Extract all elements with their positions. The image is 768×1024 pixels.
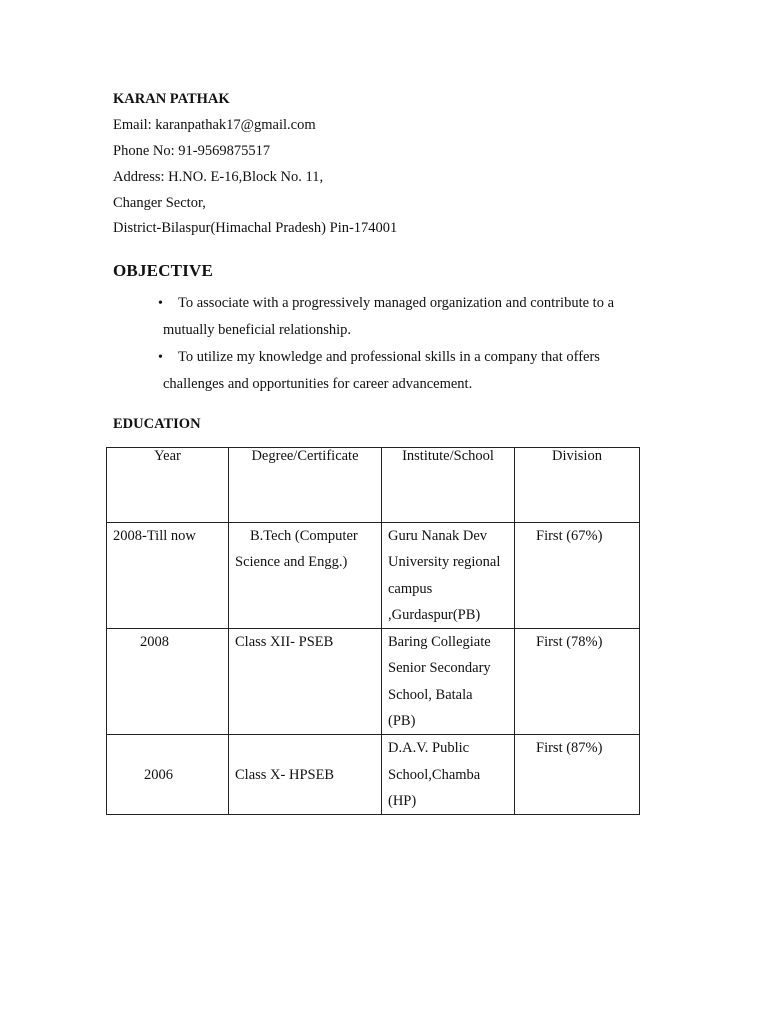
institute-cell bbox=[382, 629, 515, 735]
objective-item-line: challenges and opportunities for career advancement. bbox=[163, 376, 473, 392]
institute-line: campus bbox=[388, 580, 433, 597]
division-cell bbox=[515, 629, 640, 735]
email-line: Email: karanpathak17@gmail.com bbox=[113, 117, 316, 133]
degree-line: Class XII- PSEB bbox=[235, 634, 334, 651]
degree-cell bbox=[229, 735, 382, 815]
column-header-division: Division bbox=[515, 448, 640, 523]
division-value: First (78%) bbox=[536, 634, 603, 651]
division-cell bbox=[515, 735, 640, 815]
year-value: 2006 bbox=[144, 766, 173, 783]
objective-item-line: To associate with a progressively managed organization and contribute to a bbox=[178, 295, 614, 311]
education-heading: EDUCATION bbox=[113, 416, 201, 432]
objective-item-line: mutually beneficial relationship. bbox=[163, 322, 352, 338]
institute-line: Guru Nanak Dev bbox=[388, 528, 488, 544]
column-header-institute: Institute/School bbox=[382, 448, 515, 523]
degree-cell bbox=[229, 523, 382, 629]
objective-item bbox=[158, 344, 653, 398]
candidate-name: KARAN PATHAK bbox=[113, 91, 230, 107]
objective-item-line: To utilize my knowledge and professional skills in a company that offers bbox=[178, 349, 600, 365]
objective-heading: OBJECTIVE bbox=[113, 261, 214, 280]
year-value: 2008 bbox=[140, 634, 169, 651]
address-line-2: Changer Sector, bbox=[113, 195, 206, 211]
institute-line: ,Gurdaspur(PB) bbox=[388, 606, 481, 623]
phone-line: Phone No: 91-9569875517 bbox=[113, 143, 271, 159]
degree-line: Class X- HPSEB bbox=[235, 766, 335, 783]
year-cell bbox=[107, 629, 229, 735]
institute-line: School,Chamba bbox=[388, 766, 481, 783]
bullet-icon: • bbox=[158, 350, 163, 365]
degree-line: B.Tech (Computer bbox=[250, 528, 358, 544]
table-row bbox=[107, 629, 640, 735]
degree-line: Science and Engg.) bbox=[235, 554, 348, 571]
division-value: First (67%) bbox=[536, 528, 603, 544]
year-cell bbox=[107, 523, 229, 629]
degree-cell bbox=[229, 629, 382, 735]
address-line-3: District-Bilaspur(Himachal Pradesh) Pin-174001 bbox=[113, 220, 398, 236]
institute-line: (PB) bbox=[388, 713, 416, 730]
division-cell bbox=[515, 523, 640, 629]
institute-line: D.A.V. Public bbox=[388, 740, 470, 757]
education-table bbox=[106, 447, 640, 815]
bullet-icon: • bbox=[158, 296, 163, 311]
table-row bbox=[107, 735, 640, 815]
year-cell bbox=[107, 735, 229, 815]
table-header-row bbox=[107, 448, 640, 523]
institute-cell bbox=[382, 735, 515, 815]
institute-line: University regional bbox=[388, 554, 501, 571]
column-header-degree: Degree/Certificate bbox=[229, 448, 382, 523]
division-value: First (87%) bbox=[536, 740, 603, 757]
institute-cell bbox=[382, 523, 515, 629]
column-header-year: Year bbox=[107, 448, 229, 523]
address-line-1: Address: H.NO. E-16,Block No. 11, bbox=[113, 169, 324, 185]
year-value: 2008-Till now bbox=[113, 528, 196, 544]
institute-line: Senior Secondary bbox=[388, 660, 491, 677]
institute-line: (HP) bbox=[388, 792, 417, 809]
table-row bbox=[107, 523, 640, 629]
institute-line: Baring Collegiate bbox=[388, 634, 491, 651]
institute-line: School, Batala bbox=[388, 686, 473, 703]
objective-item bbox=[158, 290, 653, 344]
